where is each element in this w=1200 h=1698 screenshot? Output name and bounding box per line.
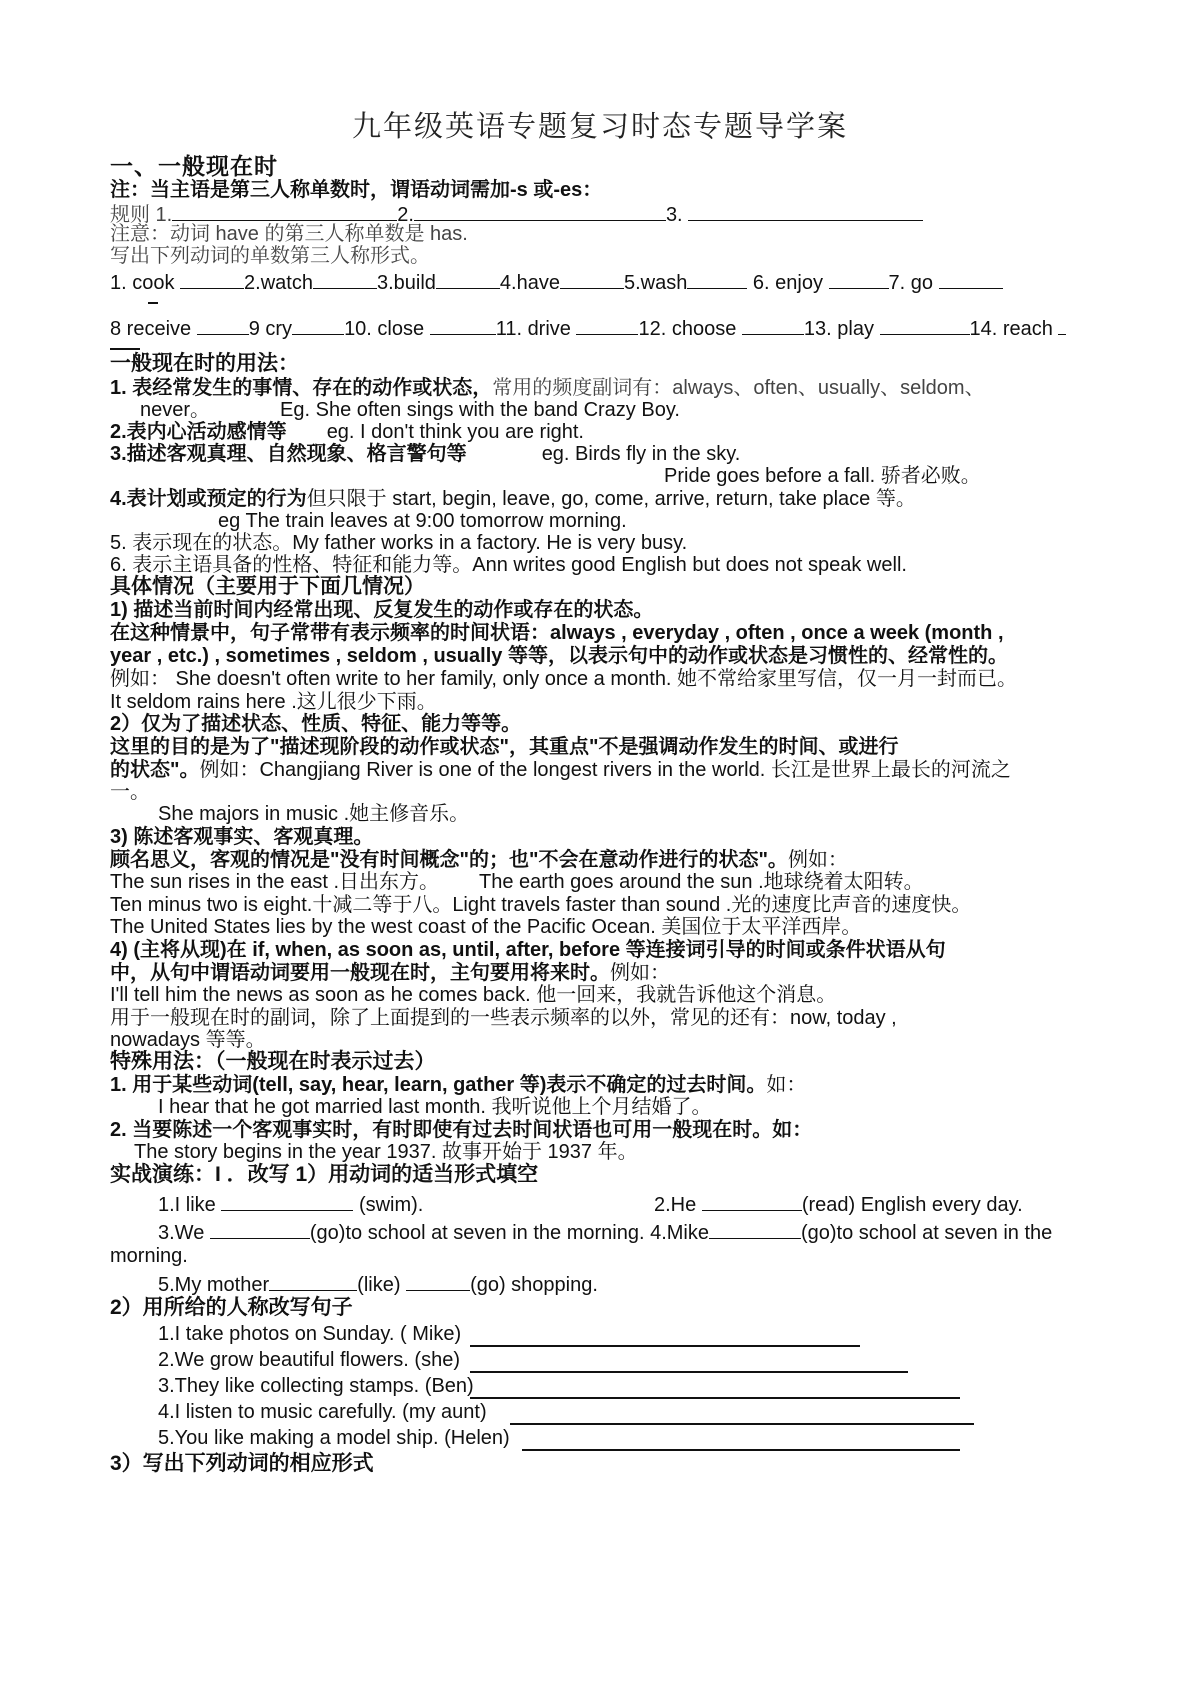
usage-1-cont: never。 Eg. She often sings with the band Crazy Boy. [140,399,680,421]
answer-line[interactable] [510,1423,974,1425]
case-1-title: 1) 描述当前时间内经常出现、反复发生的动作或存在的状态。 [110,599,654,621]
special-usage-heading: 特殊用法：（一般现在时表示过去） [110,1050,436,1073]
verb-item: 2.watch [244,272,313,294]
practice-q1: 1.I like (swim). [158,1190,423,1217]
answer-blank[interactable] [406,1270,470,1291]
verb-item: 10. close [344,318,425,340]
case-4-para-1: 4) (主将从现)在 if, when, as soon as, until, after, before 等连接词引导的时间或条件状语从句 [110,939,946,961]
usage-2: 2.表内心活动感情等 eg. I don't think you are right. [110,421,584,443]
verbs-row-2 [110,314,1066,341]
verb-item: 14. reach [969,318,1053,340]
verb-item: 1. cook [110,272,175,294]
verb-item: 5.wash [623,272,688,294]
case-4-para-4: nowadays 等等。 [110,1029,266,1051]
answer-blank[interactable] [702,1190,802,1211]
verb-blank[interactable] [436,268,500,289]
case-1-example-2: It seldom rains here .这儿很少下雨。 [110,691,437,713]
verb-blank[interactable] [313,268,377,289]
rule-2-blank[interactable] [414,200,666,221]
case-3-title: 3) 陈述客观事实、客观真理。 [110,826,374,848]
usage-heading: 一般现在时的用法： [110,352,299,375]
usage-4-eg: eg The train leaves at 9:00 tomorrow morning. [218,510,627,532]
case-2-para-2: 的状态"。例如：Changjiang River is one of the longest rivers in the world. 长江是世界上最长的河流之 [110,759,1011,781]
verb-item: 8 receive [110,318,192,340]
answer-blank[interactable] [221,1190,353,1211]
case-3-example-2: Ten minus two is eight.十减二等于八。Light travels faster than sound .光的速度比声音的速度快。 [110,894,972,916]
practice-q3-cont: morning. [110,1245,188,1267]
section-heading-present-simple: 一、一般现在时 [110,153,278,179]
special-usage-2: 2. 当要陈述一个客观事实时，有时即使有过去时间状语也可用一般现在时。如： [110,1119,813,1141]
verb-item: 11. drive [495,318,571,340]
rewrite-item-2: 2.We grow beautiful flowers. (she) [158,1349,460,1371]
verb-item: 7. go [888,272,934,294]
rewrite-item-5: 5.You like making a model ship. (Helen) [158,1427,510,1449]
verb-blank[interactable] [292,314,344,335]
verb-blank[interactable] [197,314,249,335]
special-usage-1-example: I hear that he got married last month. 我听说他上个月结婚了。 [158,1096,712,1118]
answer-line[interactable] [470,1345,860,1347]
verbs-row-1 [110,268,1003,295]
verb-blank[interactable] [180,268,244,289]
practice-q5: 5.My mother (like) (go) shopping. [158,1270,598,1297]
usage-3: 3.描述客观真理、自然现象、格言警句等 eg. Birds fly in the sky. [110,443,741,465]
answer-line[interactable] [470,1397,960,1399]
specific-heading: 具体情况（主要用于下面几情况） [110,575,425,598]
rule-1-blank[interactable] [172,200,397,221]
verb-item: 13. play [803,318,874,340]
answer-blank[interactable] [709,1218,801,1239]
verb-blank[interactable] [576,314,638,335]
rewrite-item-1: 1.I take photos on Sunday. ( Mike) [158,1323,462,1345]
rule-1-label: 规则 1. [110,204,173,226]
usage-3-eg2: Pride goes before a fall. 骄者必败。 [664,465,981,487]
answer-blank[interactable] [210,1218,310,1239]
special-usage-1: 1. 用于某些动词(tell, say, hear, learn, gather 等)表示不确定的过去时间。如： [110,1074,807,1096]
rule-3-label: 3. [665,204,683,226]
case-2-para-3: 一。 [110,781,150,803]
practice-2-heading: 2）用所给的人称改写句子 [110,1296,353,1319]
case-2-para-1: 这里的目的是为了"描述现阶段的动作或状态"，其重点"不是强调动作发生的时间、或进行 [110,736,899,758]
practice-q3: 3.We (go)to school at seven in the morning. 4.Mike (go)to school at seven in the [158,1218,1052,1245]
have-note: 注意：动词 have 的第三人称单数是 has. [110,223,468,245]
verb-blank[interactable] [829,268,889,289]
rule-3-blank[interactable] [688,200,923,221]
usage-5: 5. 表示现在的状态。My father works in a factory. He is very busy. [110,532,688,554]
rewrite-item-4: 4.I listen to music carefully. (my aunt) [158,1401,487,1423]
verb-blank[interactable] [742,314,804,335]
case-3-para-1: 顾名思义，客观的情况是"没有时间概念"的；也"不会在意动作进行的状态"。例如： [110,849,848,871]
verb-blank[interactable] [880,314,970,335]
case-1-para-1: 在这种情景中，句子常带有表示频率的时间状语：always , everyday , often , once a week (month , [110,622,1004,644]
verb-blank[interactable] [939,268,1003,289]
verb-item: 9 cry [248,318,293,340]
usage-1: 1. 表经常发生的事情、存在的动作或状态，常用的频度副词有：always、often、usually、seldom、 [110,377,985,399]
wrap-blank-fragment [110,348,140,350]
usage-6: 6. 表示主语具备的性格、特征和能力等。Ann writes good English but does not speak well. [110,554,907,576]
answer-line[interactable] [522,1449,960,1451]
rewrite-item-3: 3.They like collecting stamps. (Ben) [158,1375,474,1397]
verb-item: 4.have [499,272,560,294]
verb-blank[interactable] [687,268,747,289]
case-2-title: 2）仅为了描述状态、性质、特征、能力等等。 [110,713,522,735]
case-4-para-2: 中，从句中谓语动词要用一般现在时，主句要用将来时。例如： [110,962,670,984]
practice-heading: 实战演练：I ．改写 1）用动词的适当形式填空 [110,1163,539,1186]
page-title: 九年级英语专题复习时态专题导学案 [351,109,848,143]
answer-blank[interactable] [269,1270,357,1291]
case-4-para-3: 用于一般现在时的副词，除了上面提到的一些表示频率的以外，常见的还有：now, today , [110,1007,897,1029]
case-2-example: She majors in music .她主修音乐。 [158,803,470,825]
practice-q2: 2.He (read) English every day. [654,1190,1023,1217]
verb-item: 6. enjoy [752,272,823,294]
usage-4: 4.表计划或预定的行为但只限于 start, begin, leave, go, come, arrive, return, take place 等。 [110,488,916,510]
verb-blank[interactable] [430,314,496,335]
case-3-example-3: The United States lies by the west coast of the Pacific Ocean. 美国位于太平洋西岸。 [110,916,862,938]
rule-2-label: 2. [397,204,414,226]
practice-3-heading: 3）写出下列动词的相应形式 [110,1452,374,1475]
exercise-intro: 写出下列动词的单数第三人称形式。 [110,245,430,267]
case-3-example-1: The sun rises in the east .日出东方。 The earth goes around the sun .地球绕着太阳转。 [110,871,924,893]
third-person-note: 注：当主语是第三人称单数时，谓语动词需加-s 或-es： [110,179,603,201]
answer-line[interactable] [470,1371,908,1373]
case-4-example: I'll tell him the news as soon as he comes back. 他一回来，我就告诉他这个消息。 [110,984,837,1006]
verb-blank[interactable] [1058,314,1066,335]
case-1-para-2: year , etc.) , sometimes , seldom , usually 等等，以表示句中的动作或状态是习惯性的、经常性的。 [110,645,1008,667]
verb-item: 3.build [376,272,436,294]
case-1-example-1: 例如： She doesn't often write to her family, only once a month. 她不常给家里写信，仅一月一封而已。 [110,668,1018,690]
verb-blank[interactable] [560,268,624,289]
special-usage-2-example: The story begins in the year 1937. 故事开始于 1937 年。 [134,1141,638,1163]
verb-item: 12. choose [638,318,737,340]
wrap-blank-fragment [148,302,158,304]
